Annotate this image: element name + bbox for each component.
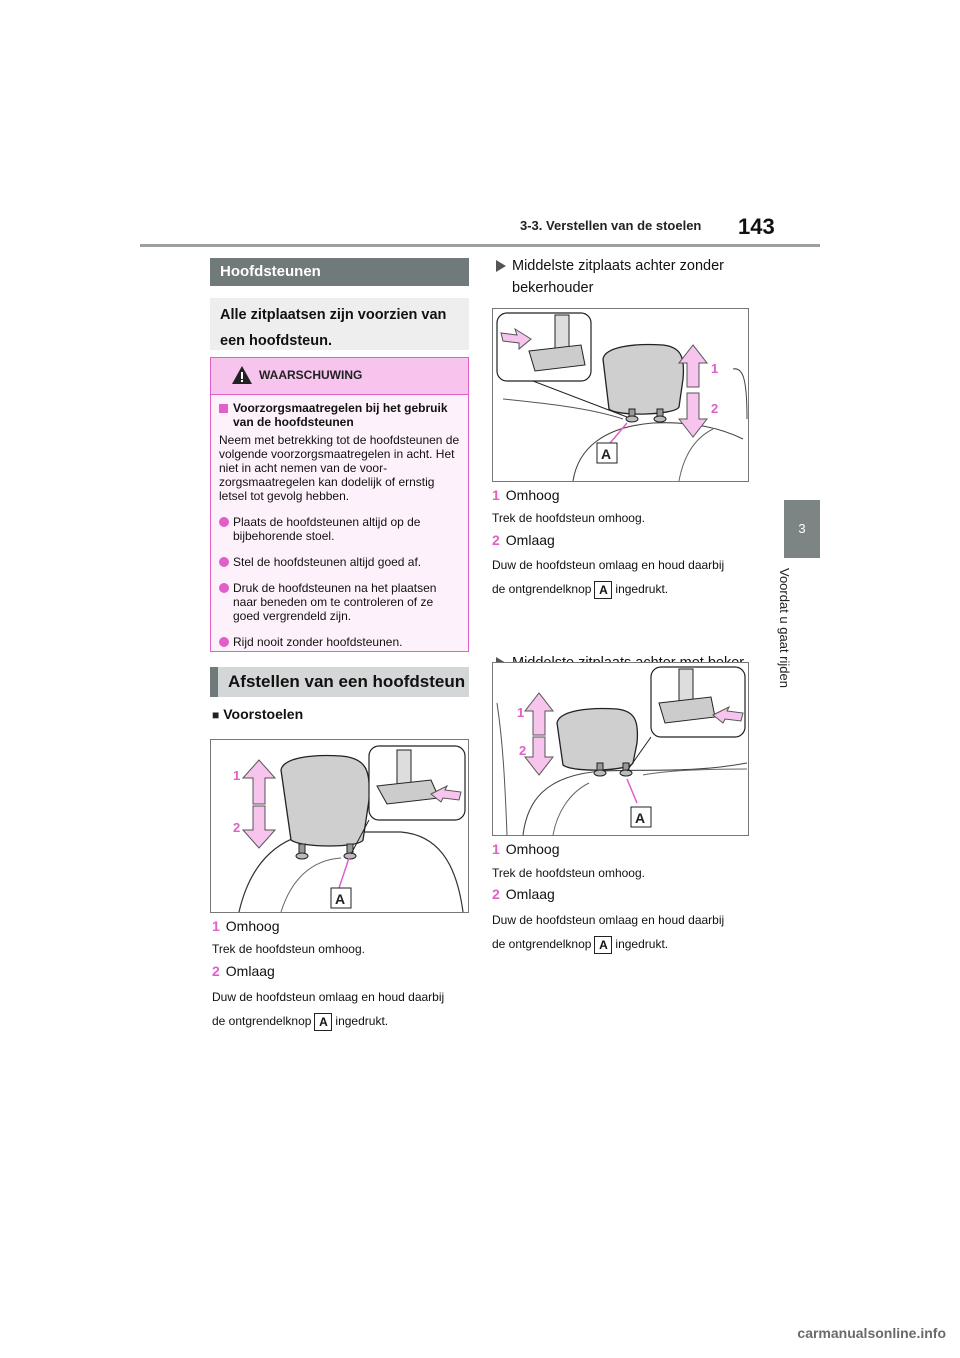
step-number: 2 — [492, 886, 500, 902]
step-description: Duw de hoofdsteun omlaag en houd daarbij — [492, 558, 725, 572]
section-title-headrests: Hoofdsteunen — [210, 258, 469, 286]
warning-text: Neem met betrekking tot de hoofdsteunen de volgende voorzorgsmaatregelen in acht. Het niet in acht nemen van de voor-zorgsmaatregelen kan dodelijk of ernstig letsel tot gevolg hebben. — [219, 433, 460, 503]
step-down — [492, 532, 555, 548]
figure-label-a: A — [335, 891, 346, 907]
page-number: 143 — [738, 214, 775, 239]
step-description: Trek de hoofdsteun omhoog. — [492, 866, 645, 880]
headrest-illustration — [493, 309, 749, 482]
step-description-part: de ontgrendelknop — [212, 1014, 312, 1029]
step-number: 1 — [492, 487, 500, 503]
step-title: Omhoog — [505, 841, 560, 857]
step-title: Omlaag — [505, 532, 555, 548]
watermark: carmanualsonline.info — [797, 1325, 946, 1341]
warning-subtitle: Voorzorgsmaatregelen bij het gebruik van de hoofdsteunen — [219, 401, 460, 429]
chapter-tab-number: 3 — [784, 500, 820, 558]
release-button-key: A — [594, 936, 612, 954]
step-description-cont — [492, 936, 668, 954]
step-description: Duw de hoofdsteun omlaag en houd daarbij — [492, 913, 725, 927]
block-title-no-cupholder: Middelste zitplaats achter zonder bekerhouder — [492, 255, 770, 299]
headrest-illustration — [493, 663, 749, 836]
warning-bullet: Rijd nooit zonder hoofdsteunen. — [219, 635, 460, 649]
intro-text: Alle zitplaatsen zijn voorzien van een hoofdsteun. — [210, 298, 469, 350]
figure-label-1: 1 — [233, 768, 241, 783]
step-description: Duw de hoofdsteun omlaag en houd daarbij — [212, 990, 445, 1004]
release-button-key: A — [594, 581, 612, 599]
figure-label-2: 2 — [711, 401, 719, 416]
warning-bullet: Druk de hoofdsteunen na het plaatsen naar beneden om te controleren of ze goed vergrendeld zijn. — [219, 581, 460, 623]
section-header: 3-3. Verstellen van de stoelen — [520, 218, 702, 233]
warning-box — [210, 357, 469, 652]
step-title: Omhoog — [225, 918, 280, 934]
figure-label-1: 1 — [711, 361, 719, 376]
step-number: 2 — [212, 963, 220, 979]
header-divider — [140, 244, 820, 247]
step-description-part: ingedrukt. — [615, 937, 669, 952]
figure-label-2: 2 — [519, 743, 527, 758]
section-title-adjust: Afstellen van een hoofdsteun — [210, 667, 469, 697]
warning-bullet: Stel de hoofdsteunen altijd goed af. — [219, 555, 460, 569]
warning-label: WAARSCHUWING — [259, 368, 363, 382]
step-up — [492, 487, 560, 503]
step-description-part: de ontgrendelknop — [492, 937, 592, 952]
release-button-key: A — [314, 1013, 332, 1031]
figure-label-1: 1 — [517, 705, 525, 720]
figure-label-a: A — [635, 810, 646, 826]
step-description-cont — [492, 581, 668, 599]
step-title: Omhoog — [505, 487, 560, 503]
chapter-tab — [777, 568, 820, 708]
figure-label-a: A — [601, 446, 612, 462]
step-up — [212, 918, 280, 934]
warning-header — [211, 358, 468, 395]
step-title: Omlaag — [505, 886, 555, 902]
step-description: Trek de hoofdsteun omhoog. — [212, 942, 365, 956]
warning-bullet: Plaats de hoofdsteunen altijd op de bijbehorende stoel. — [219, 515, 460, 543]
step-down — [212, 963, 275, 979]
subhead-front-seats: ■ Voorstoelen — [212, 706, 303, 722]
step-description-cont — [212, 1013, 388, 1031]
step-up — [492, 841, 560, 857]
step-number: 1 — [492, 841, 500, 857]
step-number: 2 — [492, 532, 500, 548]
step-down — [492, 886, 555, 902]
figure-front-headrest — [210, 739, 469, 913]
headrest-illustration — [211, 740, 469, 913]
step-title: Omlaag — [225, 963, 275, 979]
step-number: 1 — [212, 918, 220, 934]
step-description-part: ingedrukt. — [335, 1014, 389, 1029]
warning-triangle-icon — [231, 365, 253, 385]
step-description-part: de ontgrendelknop — [492, 582, 592, 597]
figure-label-2: 2 — [233, 820, 241, 835]
step-description: Trek de hoofdsteun omhoog. — [492, 511, 645, 525]
figure-rear-no-cupholder — [492, 308, 749, 482]
step-description-part: ingedrukt. — [615, 582, 669, 597]
chapter-tab-label: Voordat u gaat rijden — [777, 568, 792, 688]
figure-rear-with-cupholder — [492, 662, 749, 836]
